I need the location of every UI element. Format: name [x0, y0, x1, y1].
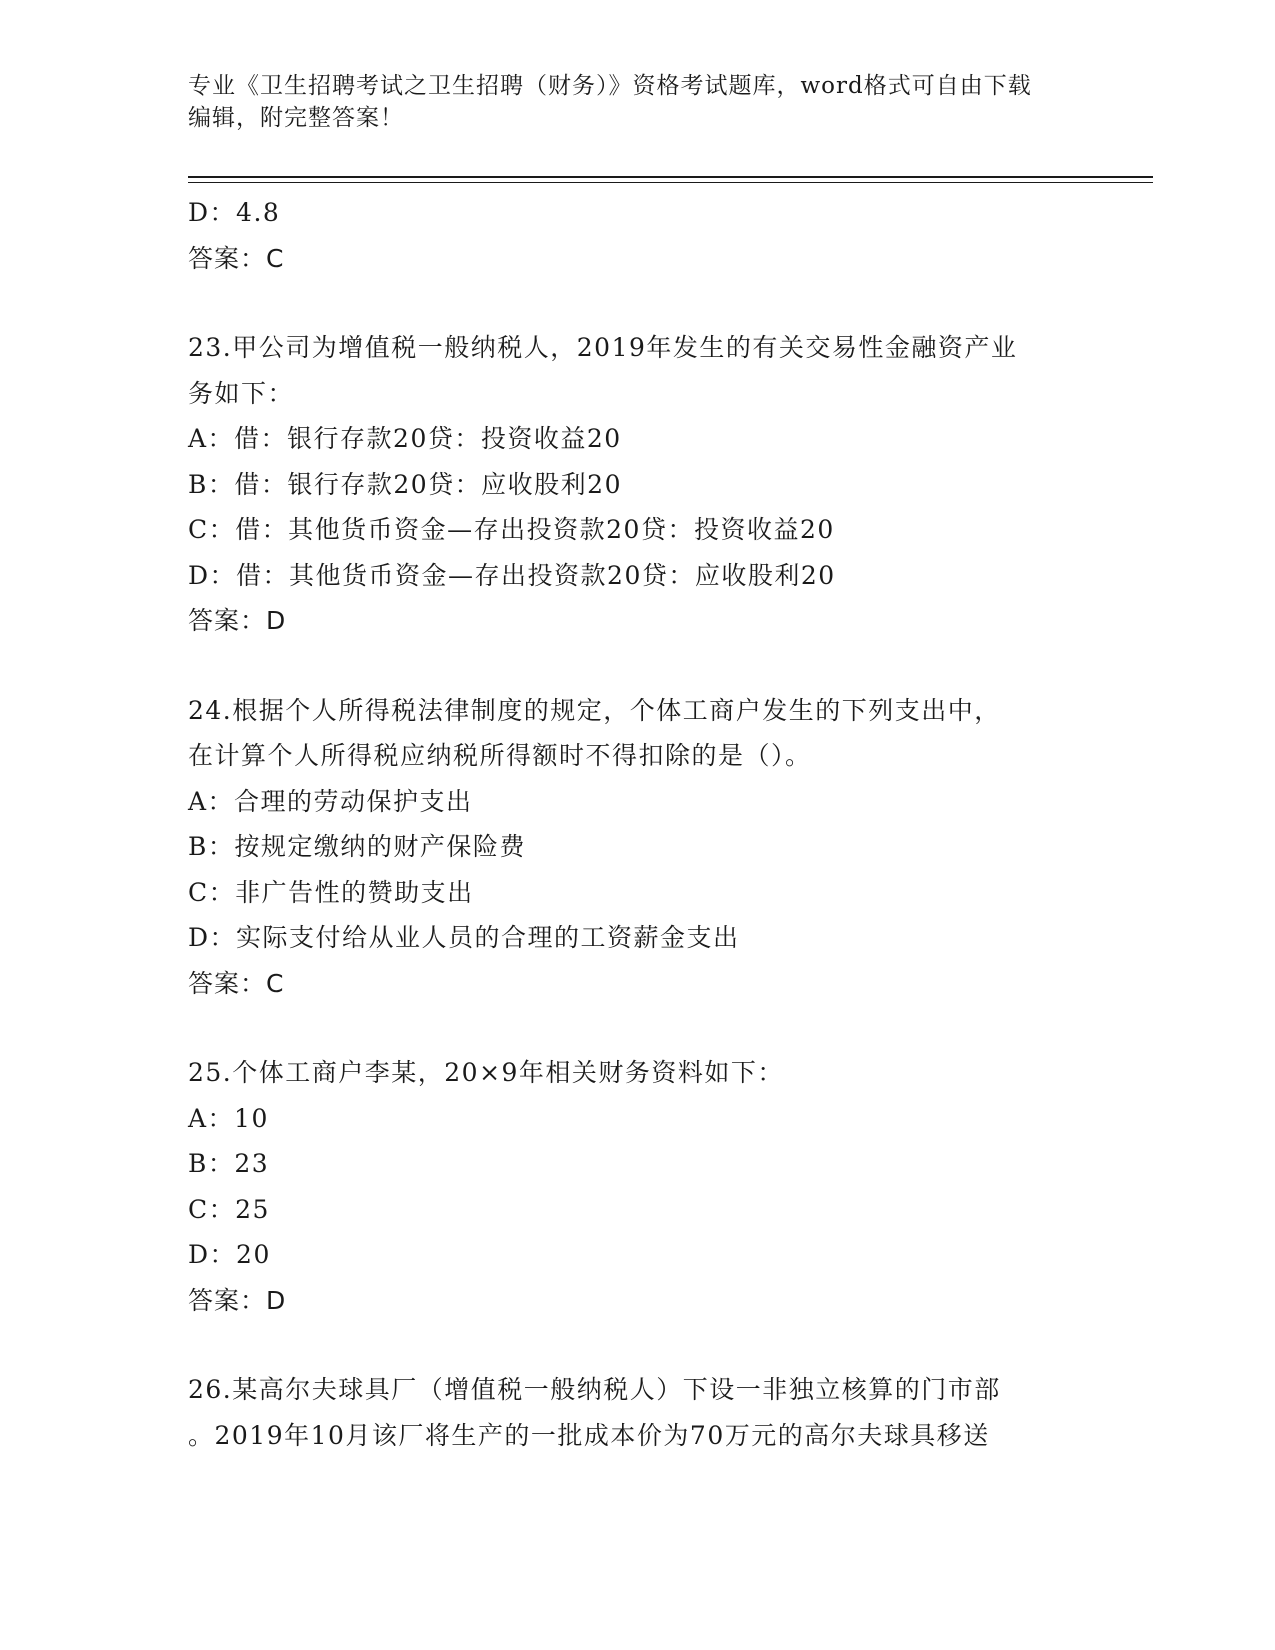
answer-line: 答案：D: [188, 1285, 287, 1315]
question-stem: 。2019年10月该厂将生产的一批成本价为70万元的高尔夫球具移送: [188, 1420, 990, 1450]
option-d: D：实际支付给从业人员的合理的工资薪金支出: [188, 923, 740, 952]
header-line-2: 编辑，附完整答案！: [188, 105, 404, 131]
header-divider-thick: [188, 176, 1153, 178]
spacer: [188, 281, 1088, 325]
spacer: [188, 1323, 1088, 1367]
question-23: [188, 325, 1088, 644]
question-26: [188, 1367, 1088, 1458]
document-header: [188, 70, 1088, 134]
option-c: C：25: [188, 1194, 270, 1224]
option-a: A：合理的劳动保护支出: [188, 786, 473, 816]
answer-line: 答案：C: [188, 243, 285, 273]
question-stem: 务如下：: [188, 378, 295, 408]
question-stem: 在计算个人所得税应纳税所得额时不得扣除的是（）。: [188, 741, 812, 770]
option-b: B：23: [188, 1149, 270, 1178]
header-divider-thin: [188, 182, 1153, 183]
question-stem: 25.个体工商户李某，20×9年相关财务资料如下：: [188, 1058, 784, 1087]
answer-line: 答案：D: [188, 606, 287, 635]
question-stem: 26.某高尔夫球具厂（增值税一般纳税人）下设一非独立核算的门市部: [188, 1375, 1001, 1404]
answer-line: 答案：C: [188, 968, 285, 998]
option-b: B：借：银行存款20贷：应收股利20: [188, 469, 622, 499]
option-d: D：借：其他货币资金—存出投资款20贷：应收股利20: [188, 560, 836, 590]
option-d: D：4.8: [188, 198, 281, 227]
option-a: A：10: [188, 1103, 269, 1133]
option-d: D：20: [188, 1240, 271, 1269]
spacer: [188, 644, 1088, 688]
question-24: [188, 688, 1088, 1007]
header-line-1: 专业《卫生招聘考试之卫生招聘（财务）》资格考试题库，word格式可自由下载: [188, 73, 1032, 99]
option-c: C：借：其他货币资金—存出投资款20贷：投资收益20: [188, 515, 835, 544]
question-stem: 23.甲公司为增值税一般纳税人，2019年发生的有关交易性金融资产业: [188, 333, 1018, 362]
question-content: [188, 190, 1088, 1458]
question-25: [188, 1050, 1088, 1323]
option-c: C：非广告性的赞助支出: [188, 877, 474, 907]
question-stem: 24.根据个人所得税法律制度的规定，个体工商户发生的下列支出中，: [188, 695, 1001, 725]
option-a: A：借：银行存款20贷：投资收益20: [188, 424, 622, 453]
spacer: [188, 1006, 1088, 1050]
option-b: B：按规定缴纳的财产保险费: [188, 832, 526, 861]
